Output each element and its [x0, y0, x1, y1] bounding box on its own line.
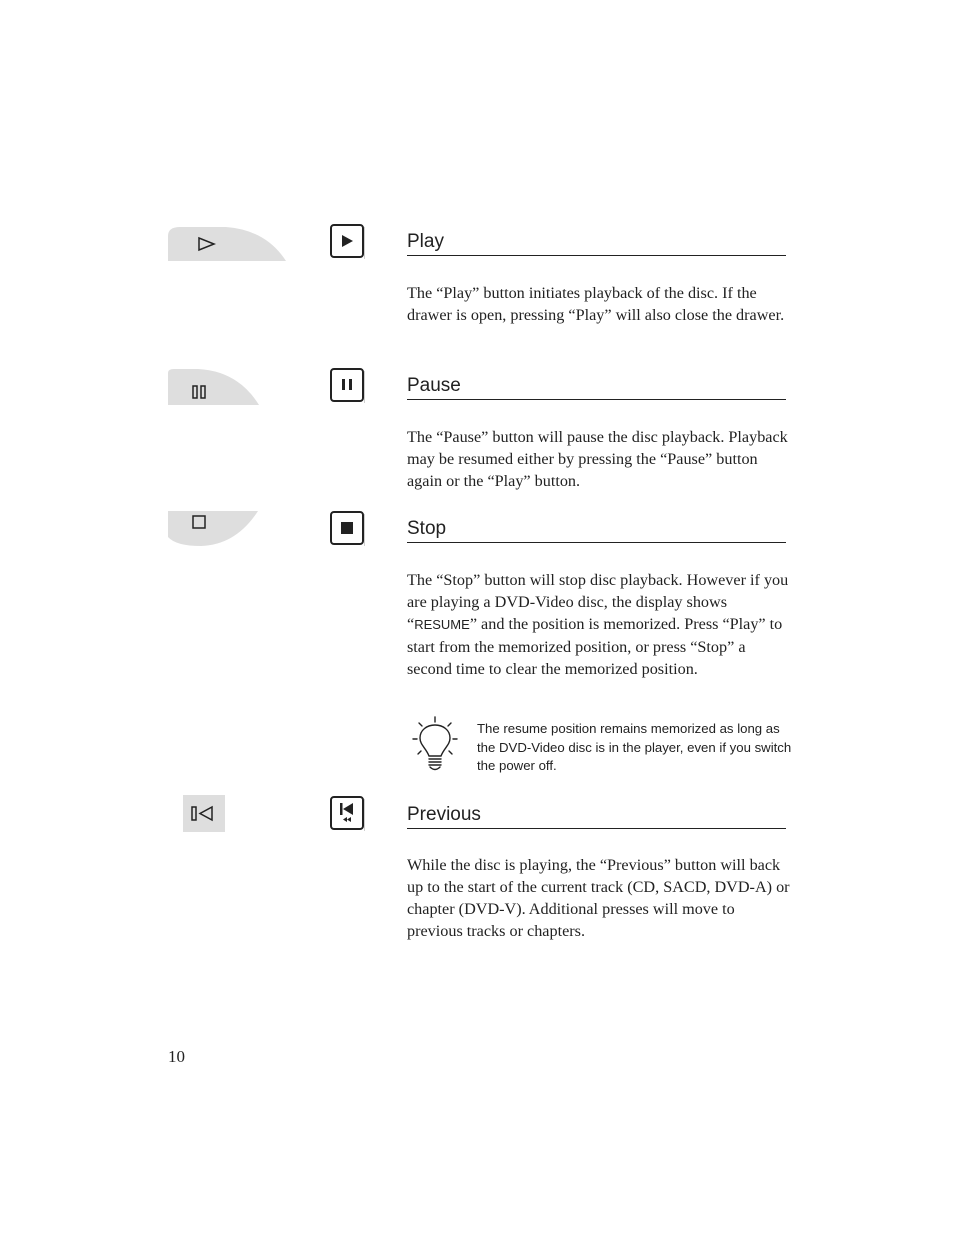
section-title-previous: Previous: [407, 803, 786, 829]
section-body-previous: While the disc is playing, the “Previous” button will back up to the start of the current track (CD, SACD, DVD-A) or chapter (DVD-V). Additional presses will move to previous tracks or chapters.: [407, 856, 790, 940]
stop-outline-icon: [168, 511, 259, 547]
stop-body-part-2: ” and the position is memorized. Press “Play” to start from the memorized position, or press “Stop” a second time to clear the memorized position.: [407, 615, 783, 678]
resume-keyword: RESUME: [414, 617, 470, 632]
front-panel-play-button: [168, 227, 286, 261]
section-body-play: The “Play” button initiates playback of the disc. If the drawer is open, pressing “Play” will also close the drawer.: [407, 284, 785, 324]
stop-body-part-1: The “Stop” button will stop disc playback. However if you are playing a DVD-Video disc, the display shows “: [407, 571, 789, 633]
remote-stop-button: [330, 511, 365, 546]
previous-filled-icon: [330, 796, 365, 831]
lightbulb-icon: [410, 716, 460, 774]
play-filled-icon: [330, 224, 365, 259]
front-panel-pause-button: [168, 369, 259, 405]
section-body-pause: The “Pause” button will pause the disc playback. Playback may be resumed either by pressing the “Pause” button again or the “Play” button.: [407, 428, 788, 490]
tip-lightbulb: [410, 716, 460, 774]
tip-text: The resume position remains memorized as long as the DVD-Video disc is in the player, even if you switch the power off.: [477, 721, 792, 773]
stop-filled-icon: [330, 511, 365, 546]
front-panel-previous-button: [183, 795, 225, 832]
play-outline-icon: [168, 227, 286, 261]
page-number: 10: [168, 1047, 185, 1066]
section-title-pause: Pause: [407, 374, 786, 400]
remote-play-button: [330, 224, 365, 259]
pause-filled-icon: [330, 368, 365, 403]
section-body-stop: [407, 569, 793, 680]
section-title-play: Play: [407, 230, 786, 256]
remote-previous-button: [330, 796, 365, 831]
previous-outline-icon: [183, 795, 225, 832]
section-title-stop: Stop: [407, 517, 786, 543]
pause-outline-icon: [168, 369, 259, 405]
remote-pause-button: [330, 368, 365, 403]
front-panel-stop-button: [168, 511, 259, 547]
